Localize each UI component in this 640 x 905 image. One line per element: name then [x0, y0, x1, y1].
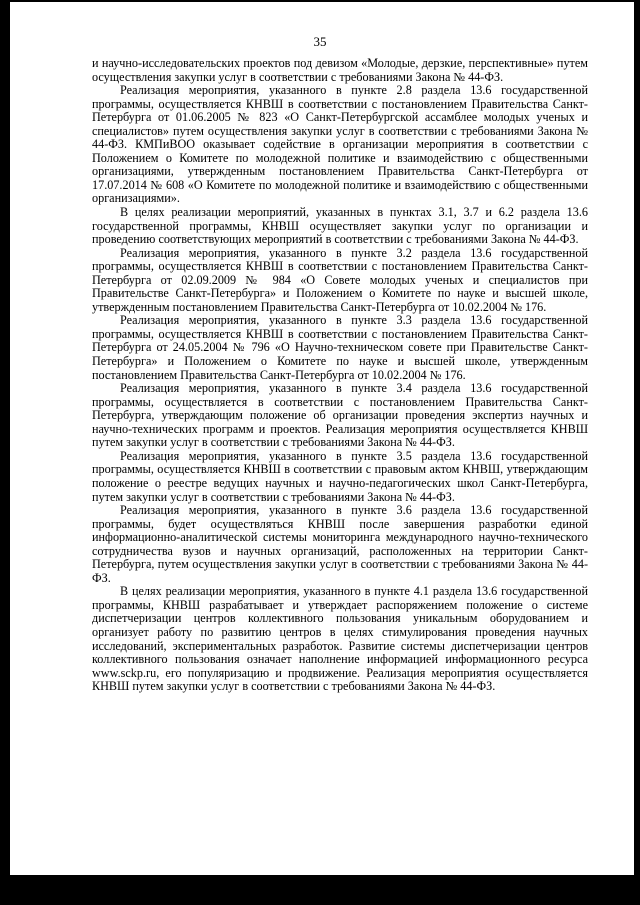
paragraph-item-3-6: Реализация мероприятия, указанного в пункте 3.6 раздела 13.6 государственной программы, будет осуществляться КНВШ после завершения разработки единой информационно-аналитической системы мониторинга международного научно-технического сотрудничества вузов и научных организаций, расположенных на территории Санкт-Петербурга, путем осуществления закупки услуг в соответствии с требованиями Закона № 44-ФЗ.: [92, 503, 588, 585]
paragraph-item-3-4: Реализация мероприятия, указанного в пункте 3.4 раздела 13.6 государственной программы, осуществляется в соответствии с постановлением Правительства Санкт-Петербурга, утверждающим положение об организации проведения экспертиз научных и научно-технических программ и проектов. Реализация мероприятия осуществляется КНВШ путем закупки услуг в соответствии с требованиями Закона № 44-ФЗ.: [92, 381, 588, 450]
scan-bottom-bar: [0, 875, 640, 905]
page-number: 35: [313, 34, 327, 49]
paragraph-item-3-2: Реализация мероприятия, указанного в пункте 3.2 раздела 13.6 государственной программы, осуществляется КНВШ в соответствии с постановлением Правительства Санкт-Петербурга от 02.09.2009 № 984 «О Совете молодых ученых и специалистов при Правительстве Санкт-Петербурга» и Положением о Комитете по науке и высшей школе, утвержденным постановлением Правительства Санкт-Петербурга от 10.02.2004 № 176.: [92, 245, 588, 314]
paragraph-item-2-8: Реализация мероприятия, указанного в пункте 2.8 раздела 13.6 государственной программы, осуществляется КНВШ в соответствии с постановлением Правительства Санкт-Петербурга от 01.06.2005 № 823 «О Санкт-Петербургской ассамблее молодых ученых и специалистов» путем осуществления закупки услуг в соответствии с требованиями Закона № 44-ФЗ. КМПиВОО оказывает содействие в организации мероприятия в соответствии с Положением о Комитете по молодежной политике и взаимодействию с общественными организациями, утвержденным постановлением Правительства Санкт-Петербурга от 17.07.2014 № 608 «О Комитете по молодежной политике и взаимодействию с общественными организациями».: [92, 83, 588, 206]
document-body: [92, 57, 588, 694]
paragraph-item-4-1: В целях реализации мероприятия, указанного в пункте 4.1 раздела 13.6 государственной программы, КНВШ разрабатывает и утверждает распоряжением положение о системе диспетчеризации центров коллективного пользования уникальным оборудованием и организует работу по развитию центров в целях стимулирования проведения научных исследований, экспериментальных разработок. Развитие системы диспетчеризации центров коллективного пользования означает наполнение информацией информационного ресурса www.sckp.ru, его популяризацию и продвижение. Реализация мероприятия осуществляется КНВШ путем закупки услуг в соответствии с требованиями Закона № 44-ФЗ.: [92, 584, 588, 694]
paragraph-items-3-1-3-7-6-2: В целях реализации мероприятий, указанных в пунктах 3.1, 3.7 и 6.2 раздела 13.6 государственной программы, КНВШ осуществляет закупки услуг по организации и проведению соответствующих мероприятий в соответствии с требованиями Закона № 44-ФЗ.: [92, 205, 588, 247]
paragraph-item-3-5: Реализация мероприятия, указанного в пункте 3.5 раздела 13.6 государственной программы, осуществляется КНВШ в соответствии с правовым актом КНВШ, утверждающим положение о реестре ведущих научных и научно-педагогических школ Санкт-Петербурга, путем закупки услуг в соответствии с требованиями Закона № 44-ФЗ.: [92, 448, 588, 504]
paragraph-continuation: и научно-исследовательских проектов под девизом «Молодые, дерзкие, перспективные» путем осуществления закупки услуг в соответствии с требованиями Закона № 44-ФЗ.: [92, 56, 588, 84]
paragraph-item-3-3: Реализация мероприятия, указанного в пункте 3.3 раздела 13.6 государственной программы, осуществляется КНВШ в соответствии с постановлением Правительства Санкт-Петербурга от 24.05.2004 № 796 «О Научно-техническом совете при Правительстве Санкт-Петербурга» и Положением о Комитете по науке и высшей школе, утвержденным постановлением Правительства Санкт-Петербурга от 10.02.2004 № 176.: [92, 313, 588, 382]
